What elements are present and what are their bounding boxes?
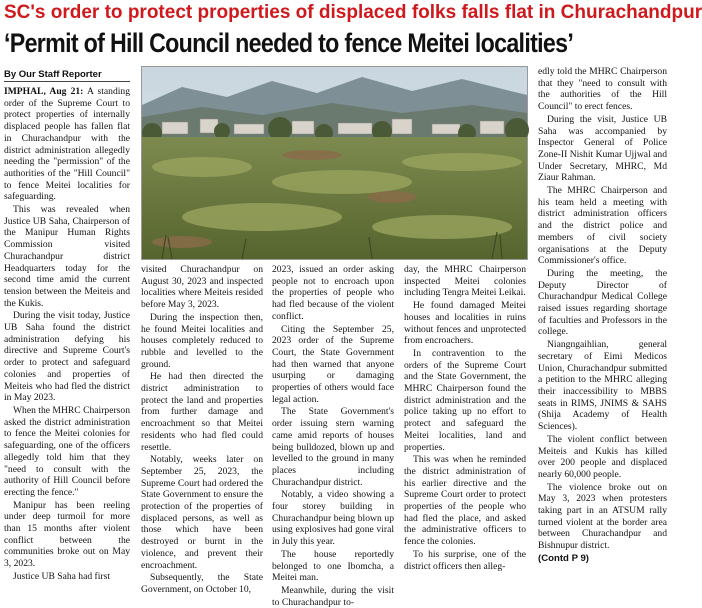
paragraph: To his surprise, one of the district officers then alleg- [404, 548, 526, 572]
paragraph: Meanwhile, during the visit to Churachandpur to- [272, 584, 394, 608]
paragraph: visited Churachandpur on August 30, 2023 and inspected localities where Meiteis resided before May 3, 2023. [141, 264, 263, 311]
paragraph: In contravention to the orders of the Supreme Court and the State Government, the MHRC Chairperson found the district administration and the police taking up no effort to protect and safeguard the Meitei localities, land and properties. [404, 347, 526, 453]
paragraph: 2023, issued an order asking people not to encroach upon the properties of people who had fled because of the violent conflict. [272, 264, 394, 322]
byline: By Our Staff Reporter [4, 69, 102, 80]
column-1 [4, 86, 131, 582]
column-5 [538, 66, 667, 578]
paragraph: The violent conflict between Meiteis and Kukis has killed over 200 people and displaced nearly 60,000 people. [538, 433, 667, 480]
news-photo [141, 66, 528, 260]
kicker-headline: SC's order to protect properties of displaced folks falls flat in Churachandpur [4, 2, 702, 23]
paragraph: During the meeting, the Deputy Director of Churachandpur Medical College raised issues regarding shortage of faculties and Professors in the college. [538, 267, 667, 338]
paragraph: The MHRC Chairperson and his team held a meeting with district administration officers and the district police and members of civil society organisations at the Deputy Commissioner's office. [538, 185, 667, 267]
paragraph: He found damaged Meitei houses and localities in ruins without fences and unprotected from encroachers. [404, 300, 526, 347]
paragraph: Niangngaihlian, general secretary of Eimi Medicos Union, Churachandpur submitted a petition to the MHRC alleging their inaccessibility to MBBS seats in RIMS, JNIMS & SAHS (Shija Academy of Health Sciences). [538, 339, 667, 433]
paragraph: The violence broke out on May 3, 2023 when protesters taking part in an ATSUM rally turned violent at the border area between Churachandpur and Bishnupur district. [538, 481, 667, 552]
main-headline: ‘Permit of Hill Council needed to fence Meitei localities’ [4, 28, 574, 58]
paragraph: During the visit today, Justice UB Saha found the district administration defying his directive and Supreme Court's order to protect and safeguard colonies and properties of Meiteis who had fled the district in May 2023. [4, 310, 130, 404]
column-2 [141, 264, 263, 595]
paragraph: Notably, weeks later on September 25, 2023, the Supreme Court had ordered the State Government to ensure the protection of the properties of displaced persons, as well as those which have been destroyed or burnt in the violence, and prevent their encroachment. [141, 454, 263, 571]
paragraph: Notably, a video showing a four storey building in Churachandpur being blown up using explosives had gone viral in July this year. [272, 489, 394, 548]
dateline: IMPHAL, Aug 21: [4, 86, 84, 97]
paragraph: Citing the September 25, 2023 order of the Supreme Court, the State Government had then warned that anyone usurping or damaging properties of others would face legal action. [272, 323, 394, 405]
paragraph: The house reportedly belonged to one Ibomcha, a Meitei man. [272, 548, 394, 584]
paragraph: Subsequently, the State Government, on October 10, [141, 572, 263, 595]
paragraph: Manipur has been reeling under deep turmoil for more than 15 months after violent conflict between the communities broke out on May 3, 2023. [4, 499, 130, 570]
paragraph: Justice UB Saha had first [13, 570, 110, 582]
byline-rule [4, 81, 130, 82]
paragraph: edly told the MHRC Chairperson that they "need to consult with the authorities of the Hill Council" to erect fences. [538, 66, 667, 113]
paragraph: day, the MHRC Chairperson inspected Meitei colonies including Tengra Meitei Leikai. [404, 264, 526, 299]
paragraph-lead [4, 86, 130, 203]
continuation-note: (Contd P 9) [538, 552, 589, 564]
paragraph: He had then directed the district administration to protect the land and properties from further damage and encroachment so that Meitei residents who had fled could resettle. [141, 371, 263, 453]
field-scene-image [142, 67, 527, 259]
lead-text: A standing order of the Supreme Court to protect properties of internally displaced people has fallen flat in Churachandpur with the district administration allegedly needing the "permission" of the authorities of the "Hill Council" to fence Meitei localities for safeguarding. [4, 86, 131, 203]
paragraph: This was when he reminded the district administration of his earlier directive and the Supreme Court order to protect properties of the people who had fled the place, and asked the administrative officers to fence the colonies. [404, 454, 526, 548]
paragraph: This was revealed when Justice UB Saha, Chairperson of the Manipur Human Rights Commission visited Churachandpur district Headquarters today for the second time amid the current tension between the Meiteis and the Kukis. [4, 204, 130, 309]
paragraph: When the MHRC Chairperson asked the district administration to fence the Meitei colonies for safeguarding, one of the officers allegedly told him that they "need to consult with the authority of Hill Council before erecting the fence." [4, 404, 130, 498]
column-3 [272, 264, 394, 608]
paragraph: During the visit, Justice UB Saha was accompanied by Inspector General of Police Zone-II Nishit Kumar Ujjwal and Under Secretary, MHRC, Md Ziaur Rahman. [538, 113, 667, 184]
paragraph: During the inspection then, he found Meitei localities and houses completely reduced to rubble and levelled to the ground. [141, 311, 263, 370]
column-4 [404, 264, 526, 578]
paragraph: The State Government's order issuing stern warning came amid reports of houses being bulldozed, blown up and levelled to the ground in many places including Churachandpur district. [272, 406, 394, 488]
